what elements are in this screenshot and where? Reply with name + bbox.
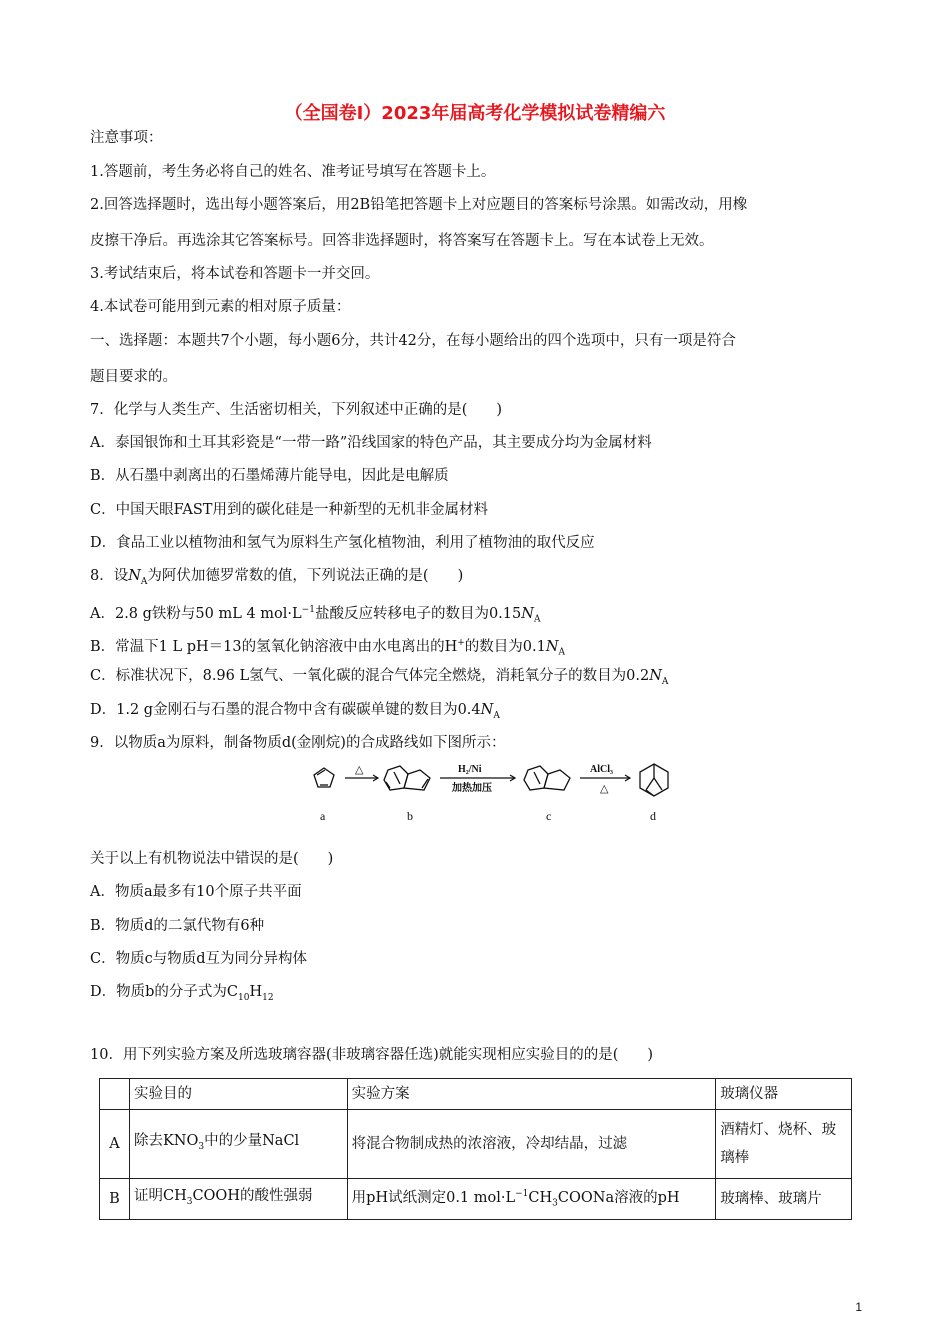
q9-option-a: A．物质a最多有10个原子共平面 [90,884,302,900]
q9-question: 关于以上有机物说法中错误的是( ) [90,851,334,867]
synthesis-diagram [300,760,685,830]
table-header-row [100,1079,852,1110]
experiment-table [99,1078,852,1220]
table-row [100,1179,852,1220]
q7-option-b: B．从石墨中剥离出的石墨烯薄片能导电，因此是电解质 [90,468,449,484]
label-b: b [407,809,413,823]
molecule-b [384,766,430,790]
notice-item-4: 4.本试卷可能用到元素的相对原子质量： [90,299,351,315]
table-header-cell [100,1079,130,1110]
notice-item-2-cont: 皮擦干净后。再选涂其它答案标号。回答非选择题时，将答案写在答题卡上。写在本试卷上无效。 [90,233,714,249]
notice-item-3: 3.考试结束后，将本试卷和答题卡一并交回。 [90,266,380,282]
q9-option-d: D．物质b的分子式为$C_{10}H_{12}$ [90,984,274,1003]
q8-option-d: D．1.2 g金刚石与石墨的混合物中含有碳碳单键的数目为$0.4N_A$ [90,702,500,721]
q8-option-c: C．标准状况下，8.96 L氢气、一氧化碳的混合气体完全燃烧，消耗氧分子的数目为$0.2N_A$ [90,668,669,687]
notice-item-1: 1.答题前，考生务必将自己的姓名、准考证号填写在答题卡上。 [90,164,496,180]
table-header-cell: 实验目的 [129,1079,347,1110]
q9-option-c: C．物质c与物质d互为同分异构体 [90,951,307,967]
q9-stem: 9．以物质a为原料，制备物质d(金刚烷)的合成路线如下图所示： [90,735,506,751]
row-plan: 将混合物制成热的浓溶液，冷却结晶，过滤 [347,1110,716,1179]
q8-option-b: B．常温下1 L pH＝13的氢氧化钠溶液中由水电离出的H+的数目为$0.1N_A$ [90,638,566,658]
arrow-2-label-top: H₂/Ni [458,764,482,775]
page-number: 1 [855,1300,862,1314]
table-row [100,1110,852,1179]
na-symbol: N [128,568,141,584]
notice-item-2: 2.回答选择题时，选出每小题答案后，用2B铅笔把答题卡上对应题目的答案标号涂黑。如需改动，用橡 [90,197,748,213]
q8-option-a: A．2.8 g铁粉与50 mL 4 $mol\cdot L^{-1}$盐酸反应转移电子的数目为$0.15N_A$ [90,605,541,625]
molecule-a [314,768,334,787]
q8-stem: 8．设$N_A$为阿伏加德罗常数的值，下列说法正确的是( ) [90,568,464,587]
row-label: B [100,1179,130,1220]
row-glassware: 玻璃棒、玻璃片 [716,1179,852,1220]
page-title: （全国卷Ⅰ）2023年届高考化学模拟试卷精编六 [284,103,666,124]
arrow-2-label-bottom: 加热加压 [452,783,492,794]
arrow-3-label-bottom: △ [600,783,609,795]
row-goal: 证明$CH_3COOH$的酸性强弱 [129,1179,347,1220]
row-label: A [100,1110,130,1179]
molecule-c [524,766,570,790]
section-heading: 一、选择题：本题共7个小题，每小题6分，共计42分，在每小题给出的四个选项中，只有一项是符合 [90,333,736,349]
label-a: a [320,809,326,823]
q7-option-d: D．食品工业以植物油和氢气为原料生产氢化植物油，利用了植物油的取代反应 [90,535,595,551]
table-header-cell: 玻璃仪器 [716,1079,852,1110]
molecule-d [640,764,668,796]
q7-option-a: A．泰国银饰和土耳其彩瓷是“一带一路”沿线国家的特色产品，其主要成分均为金属材料 [90,435,652,451]
q9-option-b: B．物质d的二氯代物有6种 [90,918,265,934]
row-glassware: 酒精灯、烧杯、玻璃棒 [716,1110,852,1179]
notice-heading: 注意事项： [90,130,163,146]
table-header-cell: 实验方案 [347,1079,716,1110]
arrow-2 [440,775,515,781]
q7-option-c: C．中国天眼FAST用到的碳化硅是一种新型的无机非金属材料 [90,502,488,518]
label-c: c [546,809,552,823]
section-heading-cont: 题目要求的。 [90,369,177,385]
arrow-3-label-top: AlCl₃ [590,764,613,775]
arrow-1-label: △ [355,764,364,776]
q10-stem: 10．用下列实验方案及所选玻璃容器(非玻璃容器任选)就能实现相应实验目的的是( ) [90,1047,654,1063]
row-plan: 用pH试纸测定0.1 $mol\cdot L^{-1}CH_3COONa$溶液的pH [347,1179,716,1220]
label-d: d [650,809,656,823]
arrow-3 [580,775,630,781]
q7-stem: 7．化学与人类生产、生活密切相关，下列叙述中正确的是( ) [90,402,503,418]
row-goal: 除去$KNO_3$中的少量NaCl [129,1110,347,1179]
